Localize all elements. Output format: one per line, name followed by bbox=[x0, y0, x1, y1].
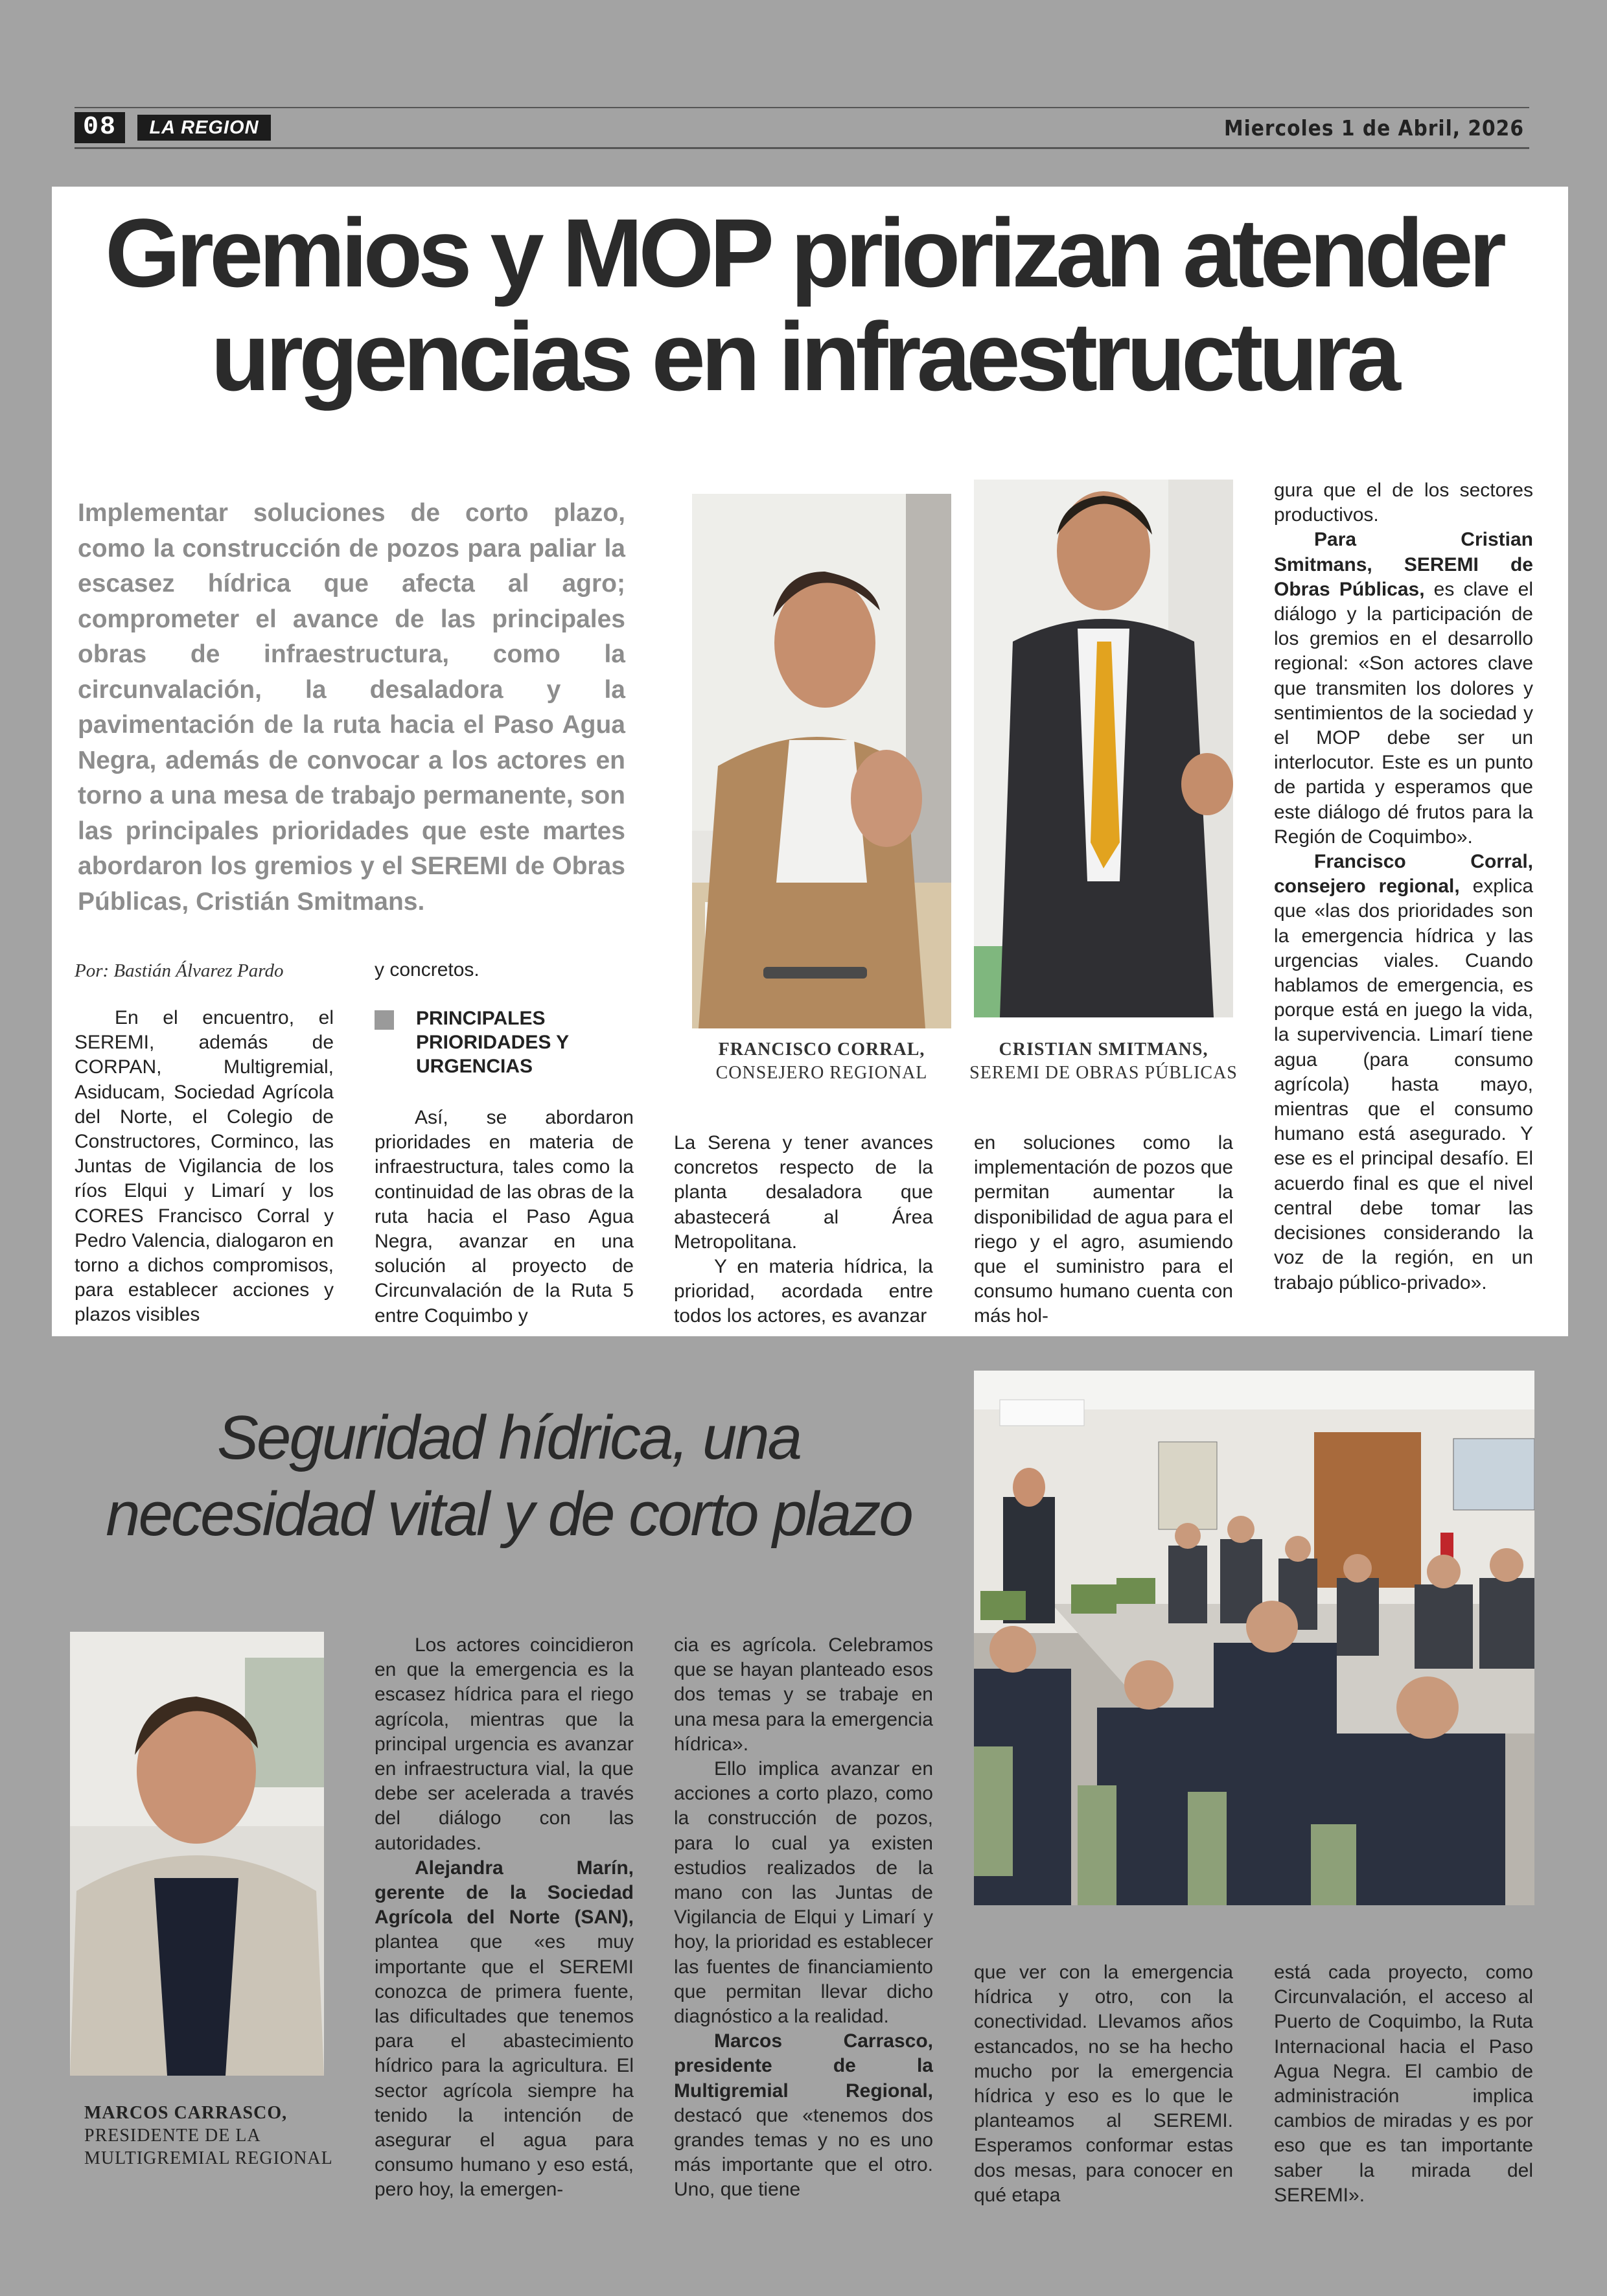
article2-column-3 bbox=[974, 1960, 1233, 2208]
article-lead: Implementar soluciones de corto plazo, como la construcción de pozos para paliar la escasez hídrica que afecta al agro; comprometer el avance de las principales obras de infraestructura, como la circunvalación, la desaladora y la pavimentación de la ruta hacia el Paso Agua Negra, además de convocar a los actores en torno a una mesa de trabajo permanente, son las principales prioridades que este martes abordaron los gremios y el SEREMI de Obras Públicas, Cristián Smitmans. bbox=[78, 499, 625, 916]
photo-cristian-smitmans bbox=[974, 480, 1233, 1017]
column-5-para-3-body: explica que «las dos prioridades son la emergencia hídrica y las urgencias viales. Cuando hablamos de emergencia, es porque está en juego la vida, la supervivencia. Limarí tiene agua (para consumo agrícola) hasta mayo, mientras que el consumo humano está asegurado. Y ese es el principal desafío. El acuerdo final es que el nivel central debe tomar las decisiones considerando la voz de la región, en un trabajo público-privado». bbox=[1274, 875, 1533, 1293]
headline-line-1: Gremios y MOP priorizan atender bbox=[105, 198, 1502, 307]
page-number: 08 bbox=[75, 112, 125, 143]
column-2-top-text: y concretos. bbox=[375, 959, 480, 980]
caption-role-line-1: PRESIDENTE DE LA bbox=[84, 2126, 261, 2146]
header-bottom-rule bbox=[75, 147, 1529, 149]
header-top-rule bbox=[75, 107, 1529, 108]
a2-column-1-para-2-lead: Alejandra Marín, gerente de la Sociedad Agrícola del Norte (SAN), bbox=[375, 1857, 634, 1929]
caption-role: CONSEJERO REGIONAL bbox=[715, 1063, 928, 1083]
section-subheading bbox=[375, 1006, 634, 1077]
caption-role-line-2: MULTIGREMIAL REGIONAL bbox=[84, 2148, 333, 2168]
secondary-title-line-2: necesidad vital y de corto plazo bbox=[106, 1479, 912, 1549]
article1-column-2-top bbox=[375, 958, 634, 982]
a2-column-1-para-1: Los actores coincidieron en que la emergencia es la escasez hídrica para el riego agrícola, mientras que la principal urgencia es avanzar en infraestructura vial, la que debe ser acelerada a través del diálogo con las autoridades. bbox=[375, 1634, 634, 1854]
a2-column-2-para-3-lead: Marcos Carrasco, presidente de la Multigremial Regional, bbox=[674, 2030, 933, 2102]
column-5-para-3 bbox=[1274, 850, 1533, 1295]
caption-name: MARCOS CARRASCO, bbox=[84, 2103, 288, 2123]
photo-francisco-corral-caption bbox=[686, 1038, 958, 1085]
column-5-para-1: gura que el de los sectores productivos. bbox=[1274, 480, 1533, 526]
publication-date: Miercoles 1 de Abril, 2026 bbox=[1224, 115, 1524, 141]
publication-name: LA REGION bbox=[149, 117, 259, 138]
a2-column-2-para-1: cia es agrícola. Celebramos que se hayan planteado esos dos temas y se trabaje en una mesa para la emergencia hídrica». bbox=[674, 1634, 933, 1755]
a2-column-2-para-2: Ello implica avanzar en acciones a corto plazo, como la construcción de pozos, para lo cual ya existen estudios realizados de la mano con las Juntas de Vigilancia de Elqui y Limarí y hoy, la prioridad es establecer las fuentes de financiamiento que permitan llevar dicho diagnóstico a la realidad. bbox=[674, 1758, 933, 2028]
article1-column-1 bbox=[75, 1006, 334, 1328]
article2-column-1 bbox=[375, 1633, 634, 2203]
a2-column-1-para-2 bbox=[375, 1856, 634, 2203]
column-3-para-1: La Serena y tener avances concretos respecto de la planta desaladora que abastecerá al Área Metropolitana. bbox=[674, 1132, 933, 1253]
subheading-square-icon bbox=[375, 1010, 394, 1030]
caption-name: CRISTIAN SMITMANS, bbox=[999, 1039, 1208, 1060]
caption-name: FRANCISCO CORRAL, bbox=[718, 1039, 925, 1060]
column-2-text: Así, se abordaron prioridades en materia de infraestructura, tales como la continuidad de las obras de la ruta hacia el Paso Agua Negra, avanzar en una solución al proyecto de Circunvalación de la Ruta 5 entre Coquimbo y bbox=[375, 1107, 634, 1327]
publication-logo bbox=[137, 115, 271, 141]
article2-column-2 bbox=[674, 1633, 933, 2203]
article1-column-4 bbox=[974, 1131, 1233, 1329]
secondary-title-line-1: Seguridad hídrica, una bbox=[217, 1403, 800, 1472]
column-3-para-2: Y en materia hídrica, la prioridad, acordada entre todos los actores, es avanzar bbox=[674, 1256, 933, 1327]
secondary-article-title bbox=[78, 1400, 940, 1553]
photo-meeting-room bbox=[974, 1371, 1534, 1905]
article1-column-3 bbox=[674, 1131, 933, 1329]
column-5-para-2 bbox=[1274, 528, 1533, 850]
column-4-text: en soluciones como la implementación de pozos que permitan aumentar la disponibilidad de agua para el riego y el agro, asumiendo que el suministro para el consumo humano cuenta con más hol- bbox=[974, 1132, 1233, 1327]
a2-column-3-text: que ver con la emergencia hídrica y otro, con la conectividad. Llevamos años estancados, no se ha hecho mucho por la emergencia hídrica y eso es lo que le planteamos al SEREMI. Esperamos conformar estas dos mesas, para conocer en qué etapa bbox=[974, 1962, 1233, 2206]
a2-column-4-text: está cada proyecto, como Circunvalación, el acceso al Puerto de Coquimbo, la Ruta Internacional hacia el Paso Agua Negra. El cambio de administración implica cambios de miradas y es por eso que es tan importante saber la mirada del SEREMI». bbox=[1274, 1962, 1533, 2206]
headline-line-2: urgencias en infraestructura bbox=[211, 302, 1396, 411]
article1-column-5 bbox=[1274, 478, 1533, 1295]
photo-marcos-carrasco-caption bbox=[84, 2102, 343, 2170]
photo-marcos-carrasco bbox=[70, 1632, 324, 2076]
a2-column-1-para-2-body: plantea que «es muy importante que el SEREMI conozca de primera fuente, las dificultades que tenemos para el abastecimiento hídrico para la agricultura. El sector agrícola siempre ha tenido la intención de asegurar el agua para consumo humano y eso está, pero hoy, la emergen- bbox=[375, 1931, 634, 2201]
column-5-para-2-body: es clave el diálogo y la participación de los gremios en el desarrollo regional: «Son actores clave que transmiten los dolores y sentimientos de la sociedad y el MOP debe ser un interlocutor. Este es un punto de partida y esperamos que este diálogo dé frutos para la Región de Coquimbo». bbox=[1274, 578, 1533, 848]
caption-role: SEREMI DE OBRAS PÚBLICAS bbox=[969, 1063, 1238, 1083]
a2-column-2-para-3-body: destacó que «tenemos dos grandes temas y no es uno más importante que el otro. Uno, que tiene bbox=[674, 2104, 933, 2201]
photo-cristian-smitmans-caption bbox=[967, 1038, 1240, 1085]
article-headline bbox=[78, 198, 1529, 411]
subheading-text: PRINCIPALES PRIORIDADES Y URGENCIAS bbox=[416, 1008, 569, 1077]
column-5-para-2-lead: Para Cristian Smitmans, SEREMI de Obras Públicas, bbox=[1274, 529, 1533, 600]
a2-column-2-para-3 bbox=[674, 2029, 933, 2202]
photo-francisco-corral bbox=[692, 494, 951, 1028]
column-1-text: En el encuentro, el SEREMI, además de CORPAN, Multigremial, Asiducam, Sociedad Agrícola del Norte, el Colegio de Constructores, Corminco, las Juntas de Vigilancia de los ríos Elqui y Limarí y los CORES Francisco Corral y Pedro Valencia, dialogaron en torno a dichos compromisos, para establecer acciones y plazos visibles bbox=[75, 1007, 334, 1326]
column-5-para-3-lead: Francisco Corral, consejero regional, bbox=[1274, 851, 1533, 898]
byline: Por: Bastián Álvarez Pardo bbox=[75, 960, 284, 981]
article2-column-4 bbox=[1274, 1960, 1533, 2208]
article1-column-2 bbox=[375, 1106, 634, 1328]
